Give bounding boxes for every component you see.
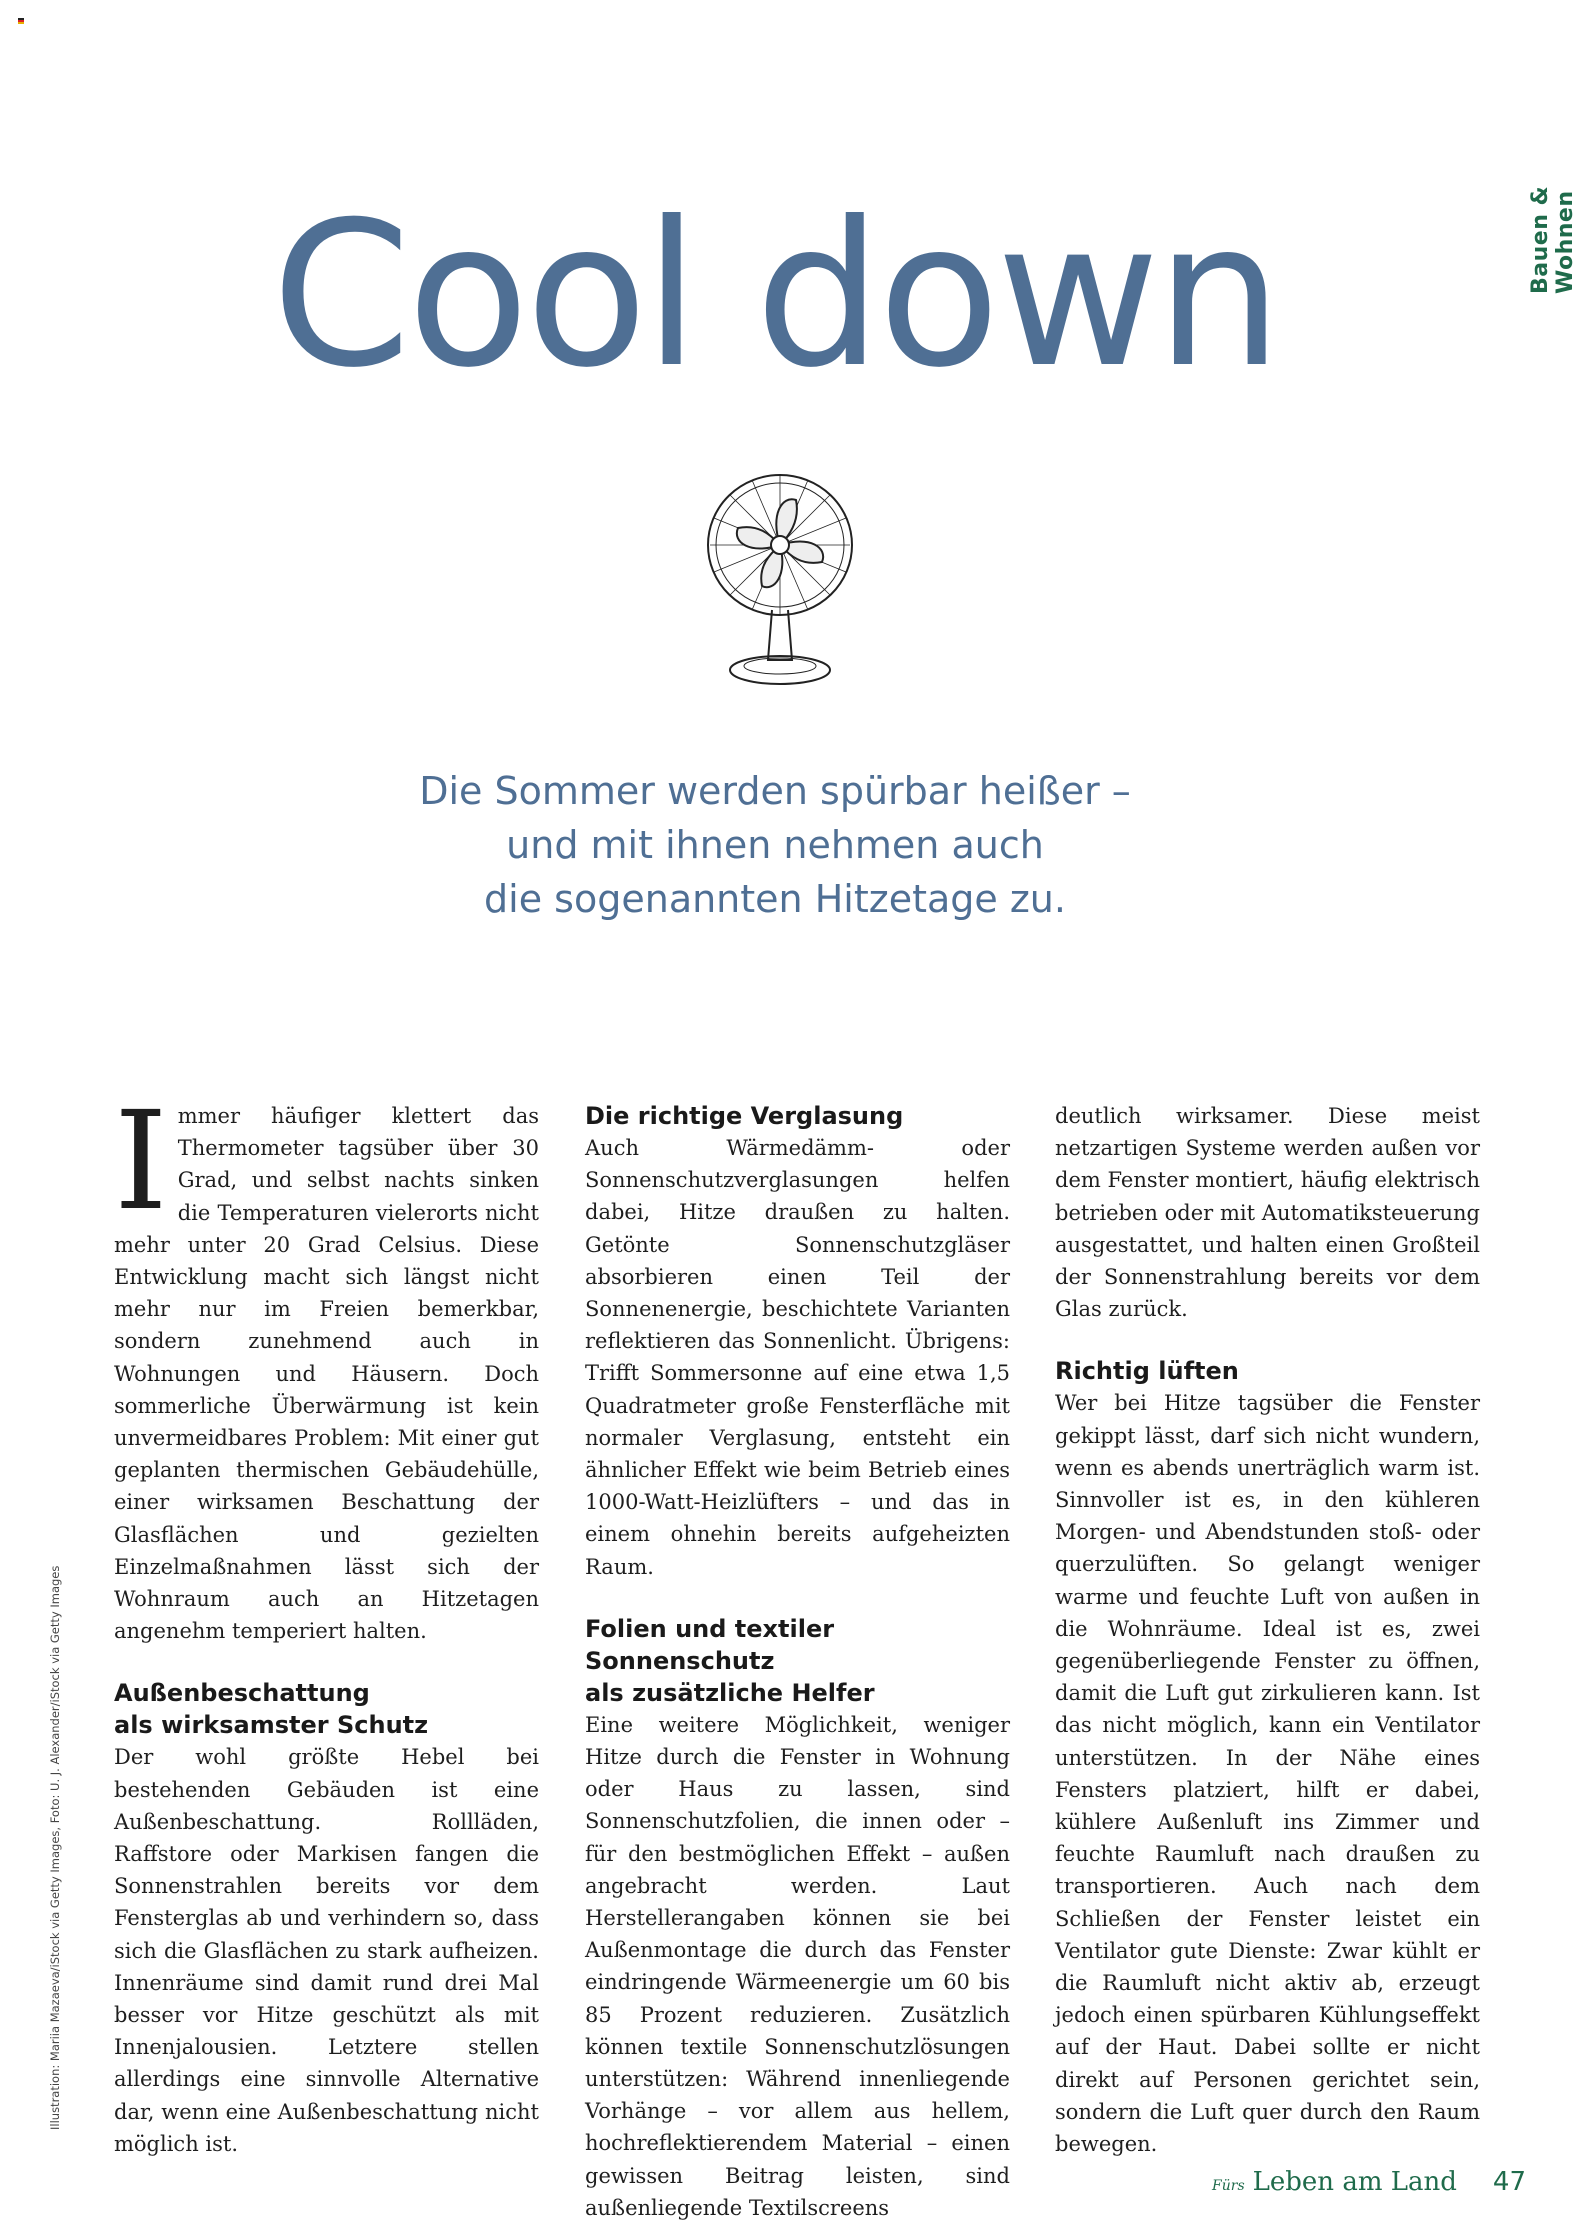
page-number: 47 [1492,2167,1526,2197]
section-text: Wer bei Hitze tagsüber die Fenster gekippt lässt, darf sich nicht wundern, wenn es abends unerträglich warm ist. Sinnvoller ist es, in den kühleren Morgen- und Abendstunden stoß- oder querzulüften. So gelangt weniger warme und feuchte Luft von außen in die Wohnräume. Ideal ist es, zwei gegenüberliegende Fenster zu öffnen, damit die Luft gut zirkulieren kann. Ist das nicht möglich, kann ein Ventilator unterstützen. In der Nähe eines Fensters platziert, hilft er dabei, kühlere Außenluft ins Zimmer und feuchte Raumluft nach draußen zu transportieren. Auch nach dem Schließen der Fenster leistet ein Ventilator gute Dienste: Zwar kühlt er die Raumluft nicht aktiv ab, erzeugt jedoch einen spürbaren Kühlungseffekt auf der Haut. Dabei sollte er nicht direkt auf Personen gerichtet sein, sondern die Luft quer durch den Raum bewegen. [1055,1391,1480,2157]
lead-paragraph: Die Sommer werden spürbar heißer – und mit ihnen nehmen auch die sogenannten Hitzetage zu. [419,769,1131,921]
section-text: deutlich wirksamer. Diese meist netzartigen Systeme werden außen vor dem Fenster montiert, häufig elektrisch betrieben oder mit Automatiksteuerung ausgestattet, und halten einen Großteil der Sonnenstrahlung bereits vor dem Glas zurück. [1055,1104,1480,1322]
column-3 [1055,1100,1480,2160]
section-text: Eine weitere Möglichkeit, weniger Hitze durch die Fenster in Wohnung oder Haus zu lassen, sind Sonnenschutzfolien, die innen oder – für den bestmöglichen Effekt – außen angebracht werden. Laut Herstellerangaben können sie bei Außenmontage die durch das Fenster eindringende Wärmeenergie um 60 bis 85 Prozent reduzieren. Zusätzlich können textile Sonnenschutzlösungen unterstützen: Während innenliegende Vorhänge – vor allem aus hellem, hochreflektierendem Material – einen gewissen Beitrag leisten, sind außenliegende Textilscreens [585,1712,1010,2220]
column-2 [585,1100,1010,2224]
photo-credit: Illustration: Mariia Mazaeva/iStock via Getty Images, Foto: U. J. Alexander/iStock via Getty Images [48,1565,62,2130]
dropcap: I [114,1083,168,1241]
brand-name: Leben am Land [1252,2167,1457,2197]
section-heading: Außenbeschattung als wirksamster Schutz [114,1679,429,1740]
intro-paragraph: Immer häufiger klettert das Thermometer tagsüber über 30 Grad, und selbst nachts sinken die Temperaturen vielerorts nicht mehr unter 20 Grad Celsius. Diese Entwicklung macht sich längst nicht mehr nur im Freien bemerkbar, sondern zunehmend auch in Wohnungen und Häusern. Doch sommerliche Überwärmung ist kein unvermeidbares Problem: Mit einer gut geplanten thermischen Gebäudehülle, einer wirksamen Beschattung der Glasflächen und gezielten Einzelmaßnahmen lässt sich der Wohnraum auch an Hitzetagen angenehm temperiert halten. [114,1083,539,1644]
section-heading: Die richtige Verglasung [585,1102,904,1130]
section-tag: Bauen & Wohnen [1528,185,1578,294]
section-text: Der wohl größte Hebel bei bestehenden Gebäuden ist eine Außenbeschattung. Rollläden, Raffstore oder Markisen fangen die Sonnenstrahlen bereits vor dem Fensterglas ab und verhindern so, dass sich die Glasflächen zu stark aufheizen. Innenräume sind damit rund drei Mal besser vor Hitze geschützt als mit Innenjalousien. Letztere stellen allerdings eine sinnvolle Alternative dar, wenn eine Außenbeschattung nicht möglich ist. [114,1745,539,2156]
flag-icon [18,18,24,24]
footer [1212,2167,1526,2197]
page-title: Cool down [271,179,1279,412]
section-heading: Folien und textiler Sonnenschutz als zusätzliche Helfer [585,1614,875,1707]
column-1 [114,1083,539,2160]
table-fan-icon [700,460,860,700]
section-heading: Richtig lüften [1055,1357,1239,1386]
brand-prefix: Fürs [1212,2178,1245,2194]
section-text: Auch Wärmedämm- oder Sonnenschutzverglasungen helfen dabei, Hitze draußen zu halten. Getönte Sonnenschutzgläser absorbieren einen Teil der Sonnenenergie, beschichtete Varianten reflektieren das Sonnenlicht. Übrigens: Trifft Sommersonne auf eine etwa 1,5 Quadratmeter große Fensterfläche mit normaler Verglasung, entsteht ein ähnlicher Effekt wie beim Betrieb eines 1000-Watt-Heizlüfters – und das in einem ohnehin bereits aufgeheizten Raum. [585,1136,1010,1579]
